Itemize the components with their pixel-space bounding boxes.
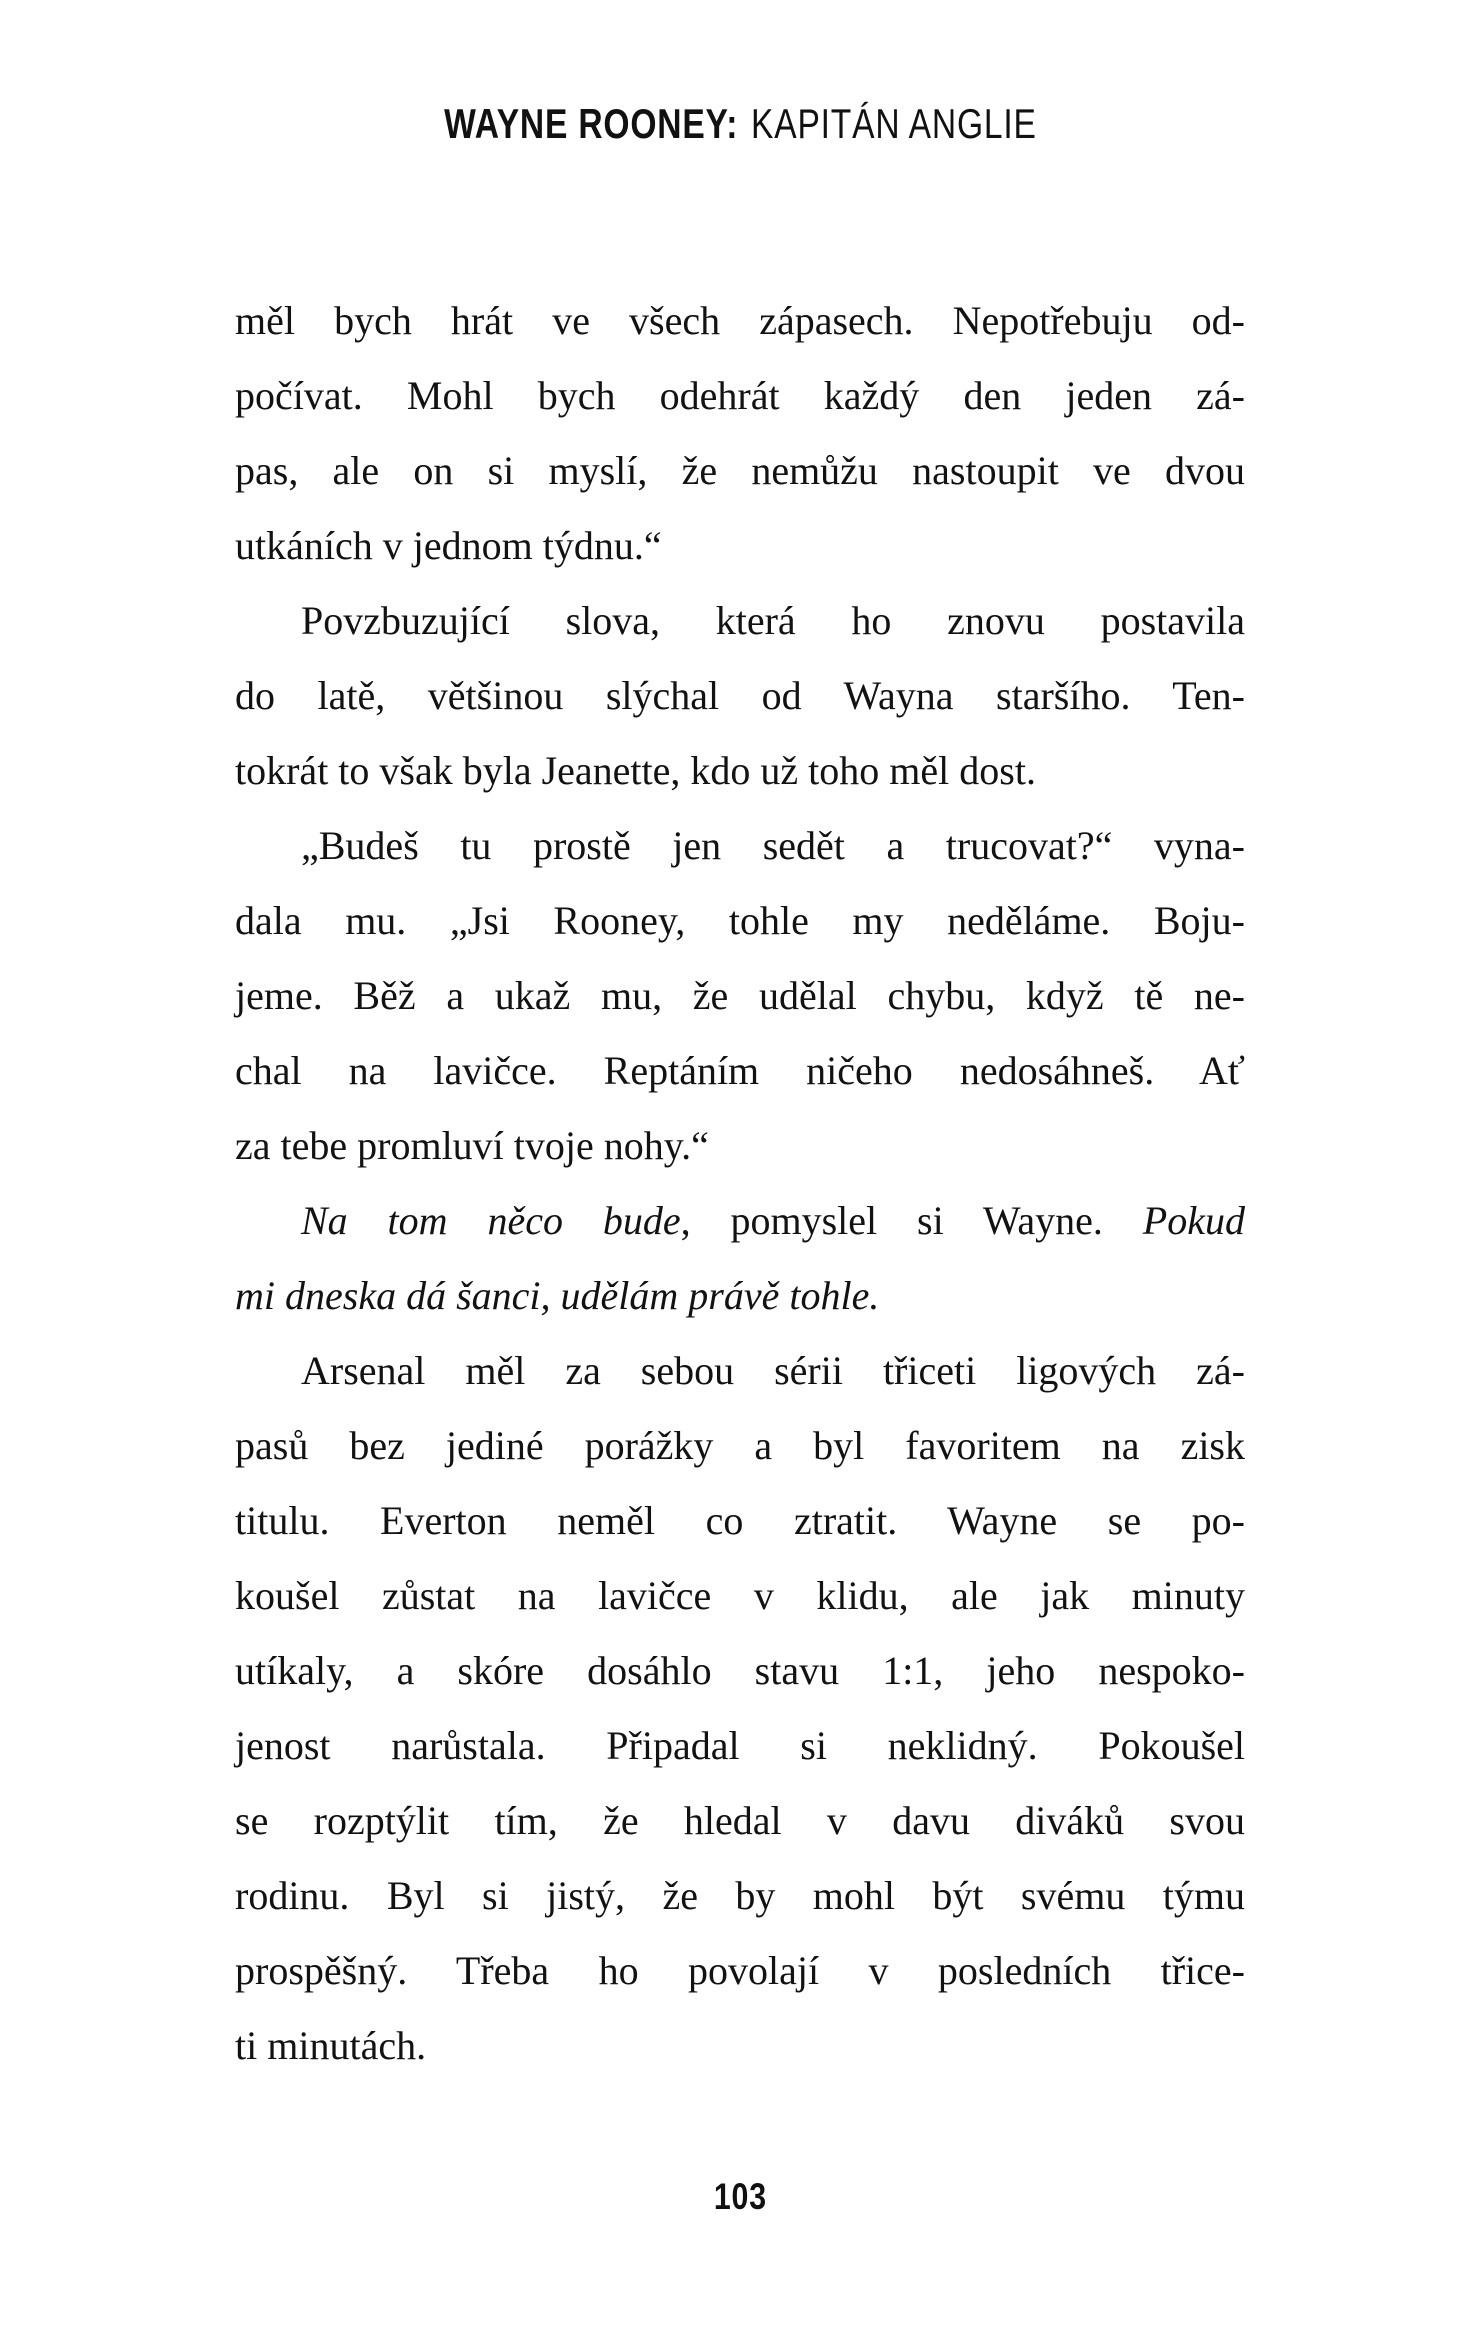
text-segment: jenost narůstala. Připadal si neklidný. Pokoušel: [235, 1723, 1245, 1768]
running-header: [0, 100, 1480, 147]
text-segment: počívat. Mohl bych odehrát každý den jeden zá-: [235, 373, 1245, 418]
text-line: [235, 1558, 1245, 1633]
running-header-text: [443, 100, 1037, 147]
text-line: [235, 433, 1245, 508]
text-segment-italic: mi dneska dá šanci, udělám právě tohle.: [235, 1273, 880, 1318]
text-segment: ti minutách.: [235, 2023, 427, 2068]
text-segment: utkáních v jednom týdnu.“: [235, 523, 662, 568]
text-segment: se rozptýlit tím, že hledal v davu diváků svou: [235, 1798, 1245, 1843]
text-segment: Arsenal měl za sebou sérii třiceti ligových zá-: [301, 1348, 1245, 1393]
text-segment: za tebe promluví tvoje nohy.“: [235, 1123, 709, 1168]
text-segment: , pomyslel si Wayne.: [680, 1198, 1143, 1243]
text-line: [235, 883, 1245, 958]
text-line: [235, 958, 1245, 1033]
text-segment-italic: Na tom něco bude: [301, 1198, 681, 1243]
text-line: [235, 1408, 1245, 1483]
text-segment: pas, ale on si myslí, že nemůžu nastoupit ve dvou: [235, 448, 1245, 493]
text-line: [235, 1708, 1245, 1783]
page-number-area: [0, 2178, 1480, 2215]
text-segment: „Budeš tu prostě jen sedět a trucovat?“ vyna-: [301, 823, 1245, 868]
text-segment: pasů bez jediné porážky a byl favoritem na zisk: [235, 1423, 1245, 1468]
text-line: [235, 1258, 1245, 1333]
text-line: [235, 1633, 1245, 1708]
text-line: [235, 2008, 1245, 2083]
text-segment: tokrát to však byla Jeanette, kdo už toho měl dost.: [235, 748, 1036, 793]
text-segment: Povzbuzující slova, která ho znovu postavila: [301, 598, 1245, 643]
text-segment: dala mu. „Jsi Rooney, tohle my neděláme. Boju-: [235, 898, 1245, 943]
text-line: [235, 1783, 1245, 1858]
text-line: [235, 658, 1245, 733]
text-line: [235, 1033, 1245, 1108]
header-title-light: KAPITÁN ANGLIE: [750, 100, 1037, 147]
text-line: [235, 1483, 1245, 1558]
text-line: [235, 733, 1245, 808]
text-line: [235, 1183, 1245, 1258]
text-segment: prospěšný. Třeba ho povolají v posledních třice-: [235, 1948, 1245, 1993]
text-segment: utíkaly, a skóre dosáhlo stavu 1:1, jeho nespoko-: [235, 1648, 1245, 1693]
page-body-text: [235, 283, 1245, 2083]
page-number: 103: [713, 2176, 767, 2217]
text-segment: jeme. Běž a ukaž mu, že udělal chybu, když tě ne-: [235, 973, 1245, 1018]
text-segment: chal na lavičce. Reptáním ničeho nedosáhneš. Ať: [235, 1048, 1245, 1093]
text-line: [235, 358, 1245, 433]
text-line: [235, 1858, 1245, 1933]
text-segment-italic: Pokud: [1142, 1198, 1245, 1243]
text-line: [235, 583, 1245, 658]
text-line: [235, 1333, 1245, 1408]
text-line: [235, 283, 1245, 358]
text-segment: do latě, většinou slýchal od Wayna staršího. Ten-: [235, 673, 1245, 718]
text-line: [235, 1108, 1245, 1183]
header-title-bold: WAYNE ROONEY:: [443, 100, 738, 147]
text-segment: rodinu. Byl si jistý, že by mohl být svému týmu: [235, 1873, 1245, 1918]
text-segment: titulu. Everton neměl co ztratit. Wayne se po-: [235, 1498, 1245, 1543]
text-line: [235, 808, 1245, 883]
text-segment: měl bych hrát ve všech zápasech. Nepotřebuju od-: [235, 298, 1245, 343]
text-line: [235, 508, 1245, 583]
text-segment: koušel zůstat na lavičce v klidu, ale jak minuty: [235, 1573, 1245, 1618]
text-line: [235, 1933, 1245, 2008]
